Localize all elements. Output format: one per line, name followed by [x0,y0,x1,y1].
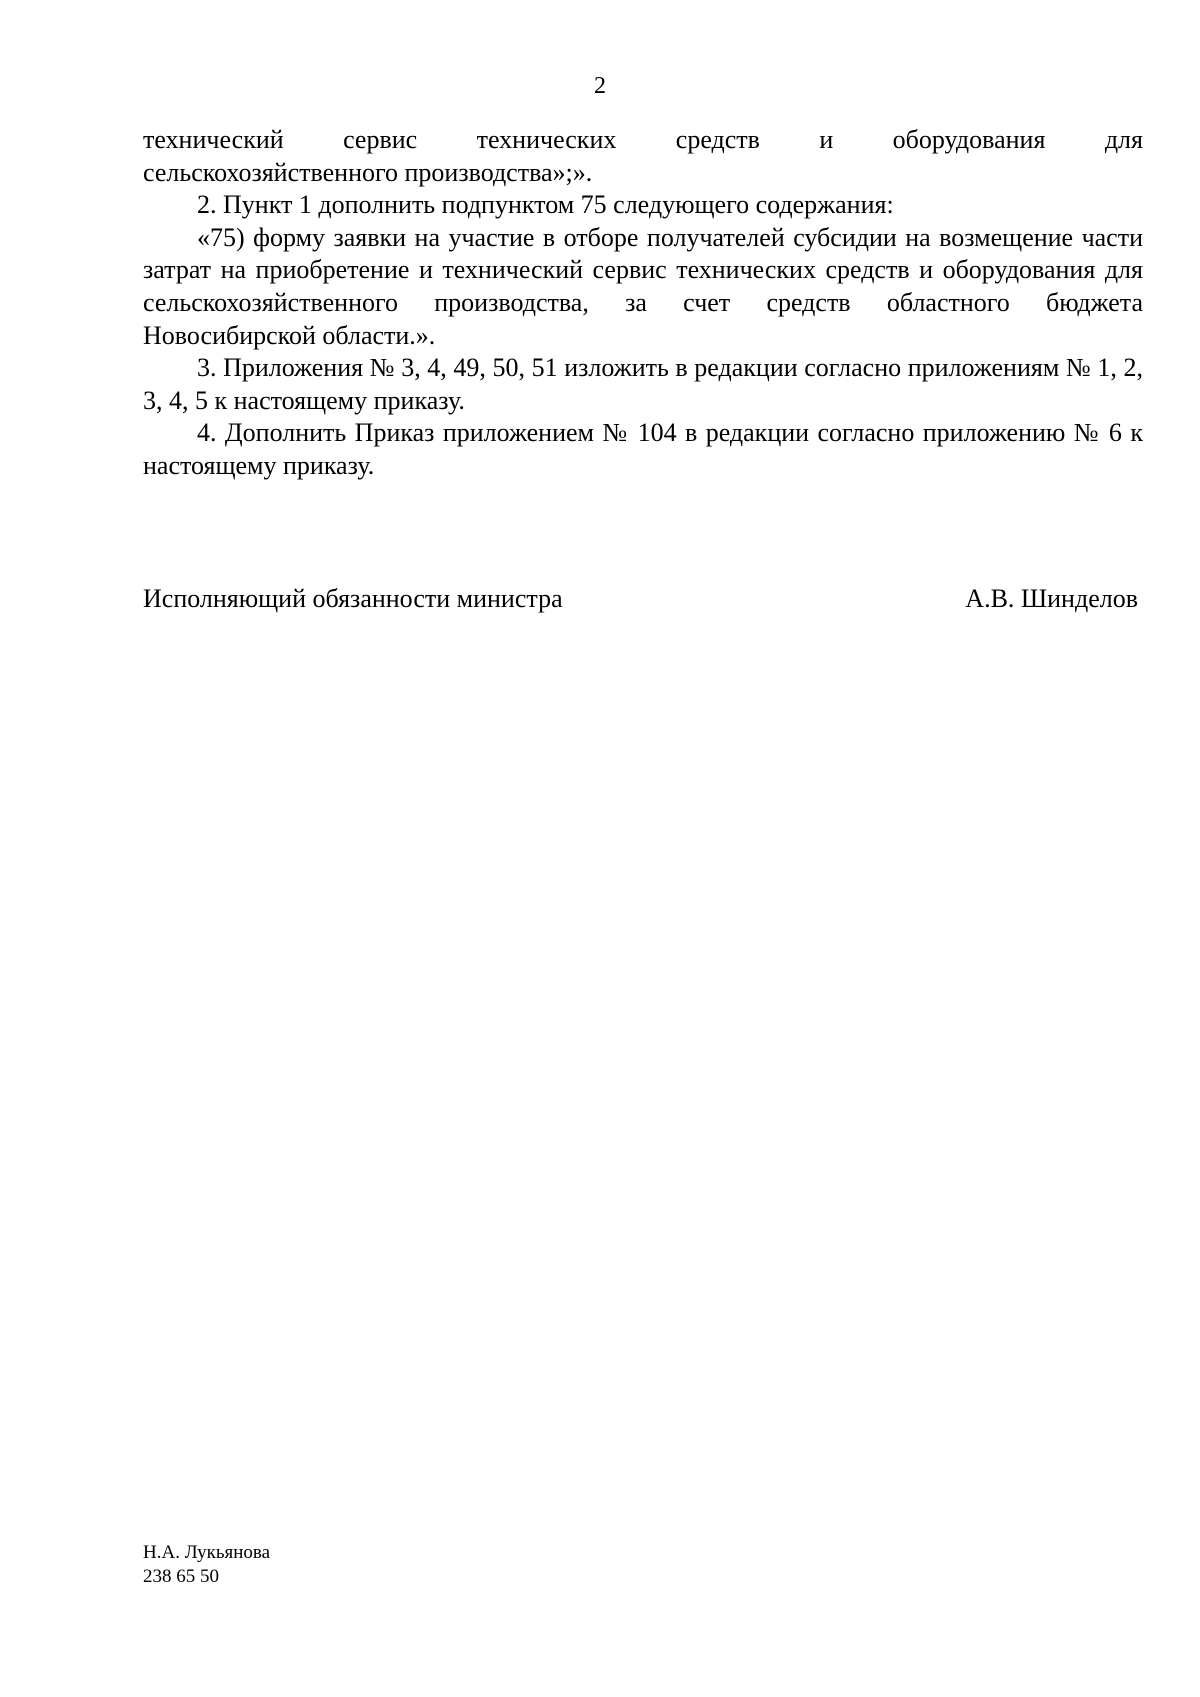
paragraph-continuation-line2: сельскохозяйственного производства»;». [143,157,593,187]
paragraph-item-2: 2. Пункт 1 дополнить подпунктом 75 следующего содержания: [197,190,894,220]
paragraph-item-3: 3. Приложения № 3, 4, 49, 50, 51 изложить в редакции согласно приложениям № 1, 2, 3, 4, 5 к настоящему приказу. [143,353,1143,415]
executor-name: Н.А. Лукьянова [143,1542,271,1563]
executor-phone: 238 65 50 [143,1566,219,1587]
paragraph-continuation-line1: технический сервис технических средств и оборудования для [143,125,1143,154]
executor-block [143,1541,270,1589]
paragraph-item-4: 4. Дополнить Приказ приложением № 104 в редакции согласно приложению № 6 к настоящему приказу. [143,418,1143,480]
document-body [143,124,1143,483]
page-number: 2 [594,73,606,99]
signature-block [143,583,1138,615]
paragraph-subitem-75: «75) форму заявки на участие в отборе получателей субсидии на возмещение части затрат на приобретение и технический сервис технических средств и оборудования для сельскохозяйственного производства, за счет средств областного бюджета Новосибирской области.». [143,222,1143,350]
signatory-name: А.В. Шинделов [965,584,1138,613]
signatory-position: Исполняющий обязанности министра [143,584,563,613]
